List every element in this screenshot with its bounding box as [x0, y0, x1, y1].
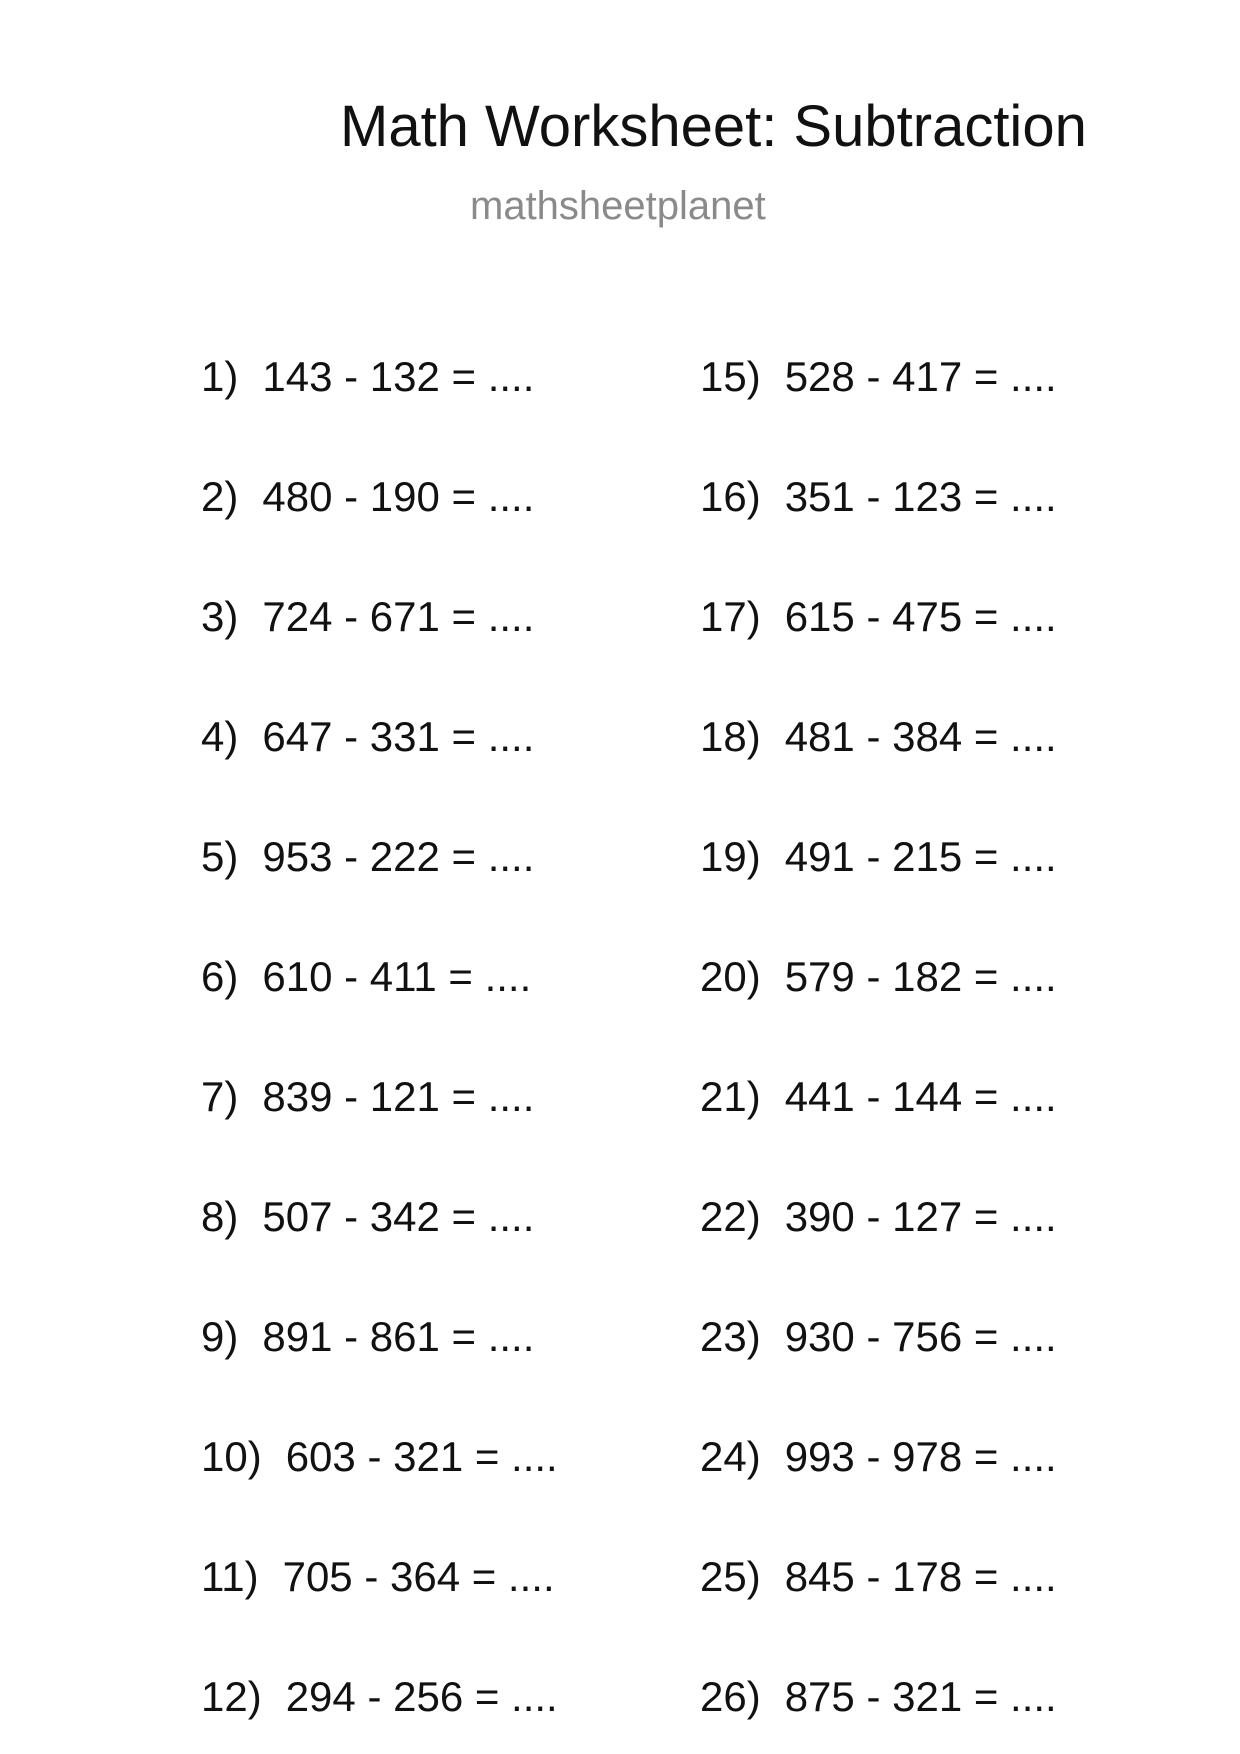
problem-expression: 507 - 342 = ....	[262, 1193, 535, 1240]
problem-item	[700, 1192, 1057, 1242]
problem-expression: 390 - 127 = ....	[784, 1193, 1057, 1240]
problem-number: 5)	[201, 833, 239, 880]
worksheet-title: Math Worksheet: Subtraction	[340, 94, 1087, 159]
problem-item	[700, 592, 1057, 642]
problem-number: 6)	[201, 953, 239, 1000]
problem-expression: 294 - 256 = ....	[285, 1673, 558, 1720]
problem-expression: 953 - 222 = ....	[262, 833, 535, 880]
problem-item	[201, 952, 531, 1002]
problem-expression: 993 - 978 = ....	[784, 1433, 1057, 1480]
problem-number: 22)	[700, 1193, 761, 1240]
problem-item	[201, 1192, 534, 1242]
problem-expression: 705 - 364 = ....	[282, 1553, 555, 1600]
problem-number: 8)	[201, 1193, 239, 1240]
problem-expression: 528 - 417 = ....	[784, 353, 1057, 400]
problem-number: 23)	[700, 1313, 761, 1360]
problem-number: 17)	[700, 593, 761, 640]
problem-item	[700, 832, 1057, 882]
problem-number: 18)	[700, 713, 761, 760]
problem-expression: 647 - 331 = ....	[262, 713, 535, 760]
problem-expression: 351 - 123 = ....	[784, 473, 1057, 520]
problem-item	[201, 1312, 534, 1362]
problem-number: 19)	[700, 833, 761, 880]
problem-number: 2)	[201, 473, 239, 520]
problem-item	[700, 712, 1057, 762]
problem-item	[700, 1672, 1057, 1722]
problem-number: 9)	[201, 1313, 239, 1360]
problem-expression: 480 - 190 = ....	[262, 473, 535, 520]
problem-number: 1)	[201, 353, 239, 400]
problem-item	[700, 952, 1057, 1002]
problem-number: 24)	[700, 1433, 761, 1480]
problem-expression: 603 - 321 = ....	[285, 1433, 558, 1480]
problem-number: 4)	[201, 713, 239, 760]
problem-expression: 481 - 384 = ....	[784, 713, 1057, 760]
problem-number: 11)	[201, 1553, 259, 1600]
problem-number: 7)	[201, 1073, 239, 1120]
problem-item	[700, 472, 1057, 522]
problem-item	[201, 1432, 558, 1482]
problem-item	[700, 1552, 1057, 1602]
problem-item	[201, 472, 534, 522]
problem-number: 10)	[201, 1433, 262, 1480]
problem-number: 26)	[700, 1673, 761, 1720]
problem-item	[201, 1552, 555, 1602]
problem-expression: 615 - 475 = ....	[784, 593, 1057, 640]
problem-expression: 143 - 132 = ....	[262, 353, 535, 400]
problem-expression: 875 - 321 = ....	[784, 1673, 1057, 1720]
problem-number: 12)	[201, 1673, 262, 1720]
problem-item	[201, 712, 534, 762]
problem-number: 21)	[700, 1073, 761, 1120]
problem-expression: 610 - 411 = ....	[262, 953, 532, 1000]
problem-expression: 839 - 121 = ....	[262, 1073, 535, 1120]
problem-item	[700, 1072, 1057, 1122]
problem-number: 25)	[700, 1553, 761, 1600]
worksheet-source: mathsheetplanet	[470, 184, 766, 228]
problem-number: 3)	[201, 593, 239, 640]
problem-number: 20)	[700, 953, 761, 1000]
problem-expression: 891 - 861 = ....	[262, 1313, 535, 1360]
problem-expression: 930 - 756 = ....	[784, 1313, 1057, 1360]
problem-expression: 724 - 671 = ....	[262, 593, 535, 640]
problem-item	[201, 1072, 534, 1122]
problem-item	[700, 352, 1057, 402]
problem-expression: 579 - 182 = ....	[784, 953, 1057, 1000]
problem-expression: 491 - 215 = ....	[784, 833, 1057, 880]
problem-item	[201, 592, 534, 642]
problem-expression: 441 - 144 = ....	[784, 1073, 1057, 1120]
problem-item	[201, 352, 534, 402]
problem-item	[201, 1672, 558, 1722]
problem-number: 15)	[700, 353, 761, 400]
problem-expression: 845 - 178 = ....	[784, 1553, 1057, 1600]
problem-number: 16)	[700, 473, 761, 520]
problem-item	[700, 1312, 1057, 1362]
problem-item	[700, 1432, 1057, 1482]
problem-item	[201, 832, 534, 882]
